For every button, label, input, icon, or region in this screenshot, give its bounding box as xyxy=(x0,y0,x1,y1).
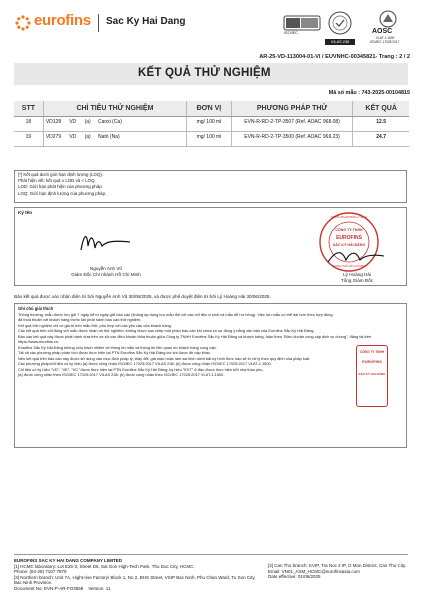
legal-line: Chỉ tiêu có ký hiệu "VD", "VE", "VC" được thực hiện tại PTN Eurofins Sắc Ký Hải Đăng; ký hiệu "EXT" ở đầu được thực hiện bởi nhà thầu phụ. xyxy=(18,366,264,372)
signer-left-name: Nguyễn Anh Vũ xyxy=(90,266,122,271)
company-name: Sac Ky Hai Dang xyxy=(106,16,186,27)
legal-notes-box xyxy=(14,303,407,448)
side-stamp: CÔNG TY TNHH EUROFINS SẮC KÝ HẢI ĐĂNG xyxy=(356,345,388,407)
signature-left xyxy=(78,228,132,254)
legal-line: (a) được công nhận theo ISO/IEC 17025:2017 VILAS 238; (b) được công nhận theo ISO/IEC 17025:2017 VLAT-1.1500. xyxy=(18,372,225,377)
company-stamp: CÔNG TY TNHH EUROFINS SẮC KÝ HẢI ĐĂNG MSDN:0311266665-C.TNHH THÀNH PHỐ HỒ CHÍ MINH xyxy=(318,211,380,273)
note-line: [*] Kết quả dưới giới hạn định lượng (LOQ). xyxy=(18,172,104,177)
signature-right xyxy=(326,246,386,268)
footer-left: EUROFINS SAC KY HAI DANG COMPANY LIMITED [1] HCMC laboratory: Lot E2b-3, Street D6, Sai Gon High-Tech Park, Thu Duc City, HCMC. Phone: (84-28) 7107 7879 [3] Northern branch: Unit 7A, Hight-rise Factory/ Block 1, No 2, BHS Street, VSIP Bac Ninh, Phu Chan Ward, Tu Son City, Bac Ninh Province. Document No: EVN-P-AR-FO3559 Version: 11 xyxy=(14,558,256,591)
vilas-cert-badge: VILAS 238 xyxy=(325,10,355,44)
eurofins-logo-icon xyxy=(14,14,32,32)
legal-heading: Ghi chú giải thích xyxy=(18,306,54,311)
report-reference: AR-25-VD-113004-01-VI / EUVNHC-00345821- Trang : 2 / 2 xyxy=(259,54,410,60)
results-table xyxy=(14,101,409,147)
note-line: LOD: Giới hạn phát hiện của phương pháp. xyxy=(18,184,103,190)
legal-line: Kết quả thử nghiệm chỉ có giá trị trên mẫu thử, phù hợp với các yêu cầu của khách hàng. xyxy=(18,322,172,328)
note-line: LOQ: Giới hạn định lượng của phương pháp. xyxy=(18,190,107,196)
legal-line: đã thoả thuận với khách hàng trước khi phát hành báo cáo thử nghiệm. xyxy=(18,317,142,322)
legal-line: Tất cả các phương pháp phân tích được thực hiện tại PTN Eurofins Sắc Ký Hải Đăng trừ khi được đề cập khác. xyxy=(18,350,212,355)
electronic-approval-statement: Bản kết quả được xác nhận điện tử bởi Nguyễn Anh Vũ 30/06/2025, và được phê duyệt điện tử bởi Lý Hoàng Hải 30/06/2025. xyxy=(14,294,271,299)
legal-line: Eurofins Sắc Ký Hải Đăng không chịu trách nhiệm về thông tin mẫu và thông tin liên quan do khách hàng cung cấp. xyxy=(18,344,217,350)
legal-line: Nếu kết quả trên báo cáo này được sử dụng vào mục đích pháp lý, thay đổi, giả mạo hoặc làm sai lệch dưới bất kỳ hình thức nào sẽ bị xử lý theo quy định của pháp luật. xyxy=(18,355,311,361)
signer-right-name: Lý Hoàng Hải xyxy=(343,272,371,277)
legal-line: Các kết quả trên chỉ đúng với mẫu được nhận và thử nghiệm; không được sao chép một phần báo cáo khi chưa có sự đồng ý bằng văn bản của Eurofins Sắc Ký Hải Đăng. xyxy=(18,328,315,333)
signature-label: Ký tên xyxy=(18,210,33,215)
signer-left-title: Giám Đốc Chi nhánh Hồ Chí Minh xyxy=(71,272,141,277)
header-divider xyxy=(98,14,99,32)
col-result: KẾT QUẢ xyxy=(353,101,409,117)
sample-number: Mã số mẫu : 743-2025-00104815 xyxy=(328,90,410,96)
table-header-row xyxy=(14,101,409,117)
col-unit: ĐƠN VỊ xyxy=(187,101,232,117)
legal-line: Báo cáo kết quả này được phát hành dựa trên cơ sở các điều khoản thỏa thuận giữa Công ty TNHH Eurofins Sắc Ký Hải Đăng và khách hàng, tuân theo "Điều khoản cung cấp dịch vụ chung", đăng tải trên https://www.eurofins.vn. xyxy=(18,333,372,344)
table-row: 19 VD279 VD (a) Natri (Na) mg/ 100 ml EVN-R-RD-2-TP-3500 (Ref. AOAC 969.23) 24.7 xyxy=(14,132,409,147)
col-parameter: CHỈ TIÊU THỬ NGHIỆM xyxy=(43,101,186,117)
footer-divider xyxy=(14,554,408,555)
note-line: Phát hiện vết: kết quả ≥ LOD và < LOQ. xyxy=(18,178,96,184)
brand-name: eurofins xyxy=(34,12,91,29)
iso-cert-badge: ISO/IEC xyxy=(282,10,332,44)
signer-right-title: Tổng Giám Đốc xyxy=(340,278,374,283)
footer-right: [2] Can Tho branch: KVIP, Tra Noc 2 IP, O Mon District, Can Tho City. Email: VN01_ASM_HCMC@eurofinsasia.com Date effective: 01/06/2025 xyxy=(268,563,407,580)
page-title: KẾT QUẢ THỬ NGHIỆM xyxy=(138,67,271,79)
col-stt: STT xyxy=(14,101,43,117)
col-method: PHƯƠNG PHÁP THỬ xyxy=(231,101,352,117)
legal-line: Thông thường, mẫu được lưu giữ 7 ngày kể từ ngày gửi báo cáo (không áp dụng lưu mẫu đối với các chỉ tiêu vi sinh và mẫu dễ hư hỏng). Việc lưu mẫu có thể dài hơn theo hợp đồng xyxy=(18,311,333,317)
aosc-cert-badge: AOSC VLAT-1.1500 ISO/IEC 17025:2017 xyxy=(364,10,412,44)
table-row: 18 VD128 VD (a) Canxi (Ca) mg/ 100 ml EVN-R-RD-2-TP-3507 (Ref. AOAC 968.08) 12.5 xyxy=(14,117,409,132)
notes-box xyxy=(14,170,407,203)
legal-line: Các phương pháp/chỉ tiêu có ký hiệu (a) được công nhận ISO/IEC 17025:2017 VILAS 238; (b) được công nhận ISO/IEC 17025:2017 VLAT-1.1500. xyxy=(18,361,272,366)
